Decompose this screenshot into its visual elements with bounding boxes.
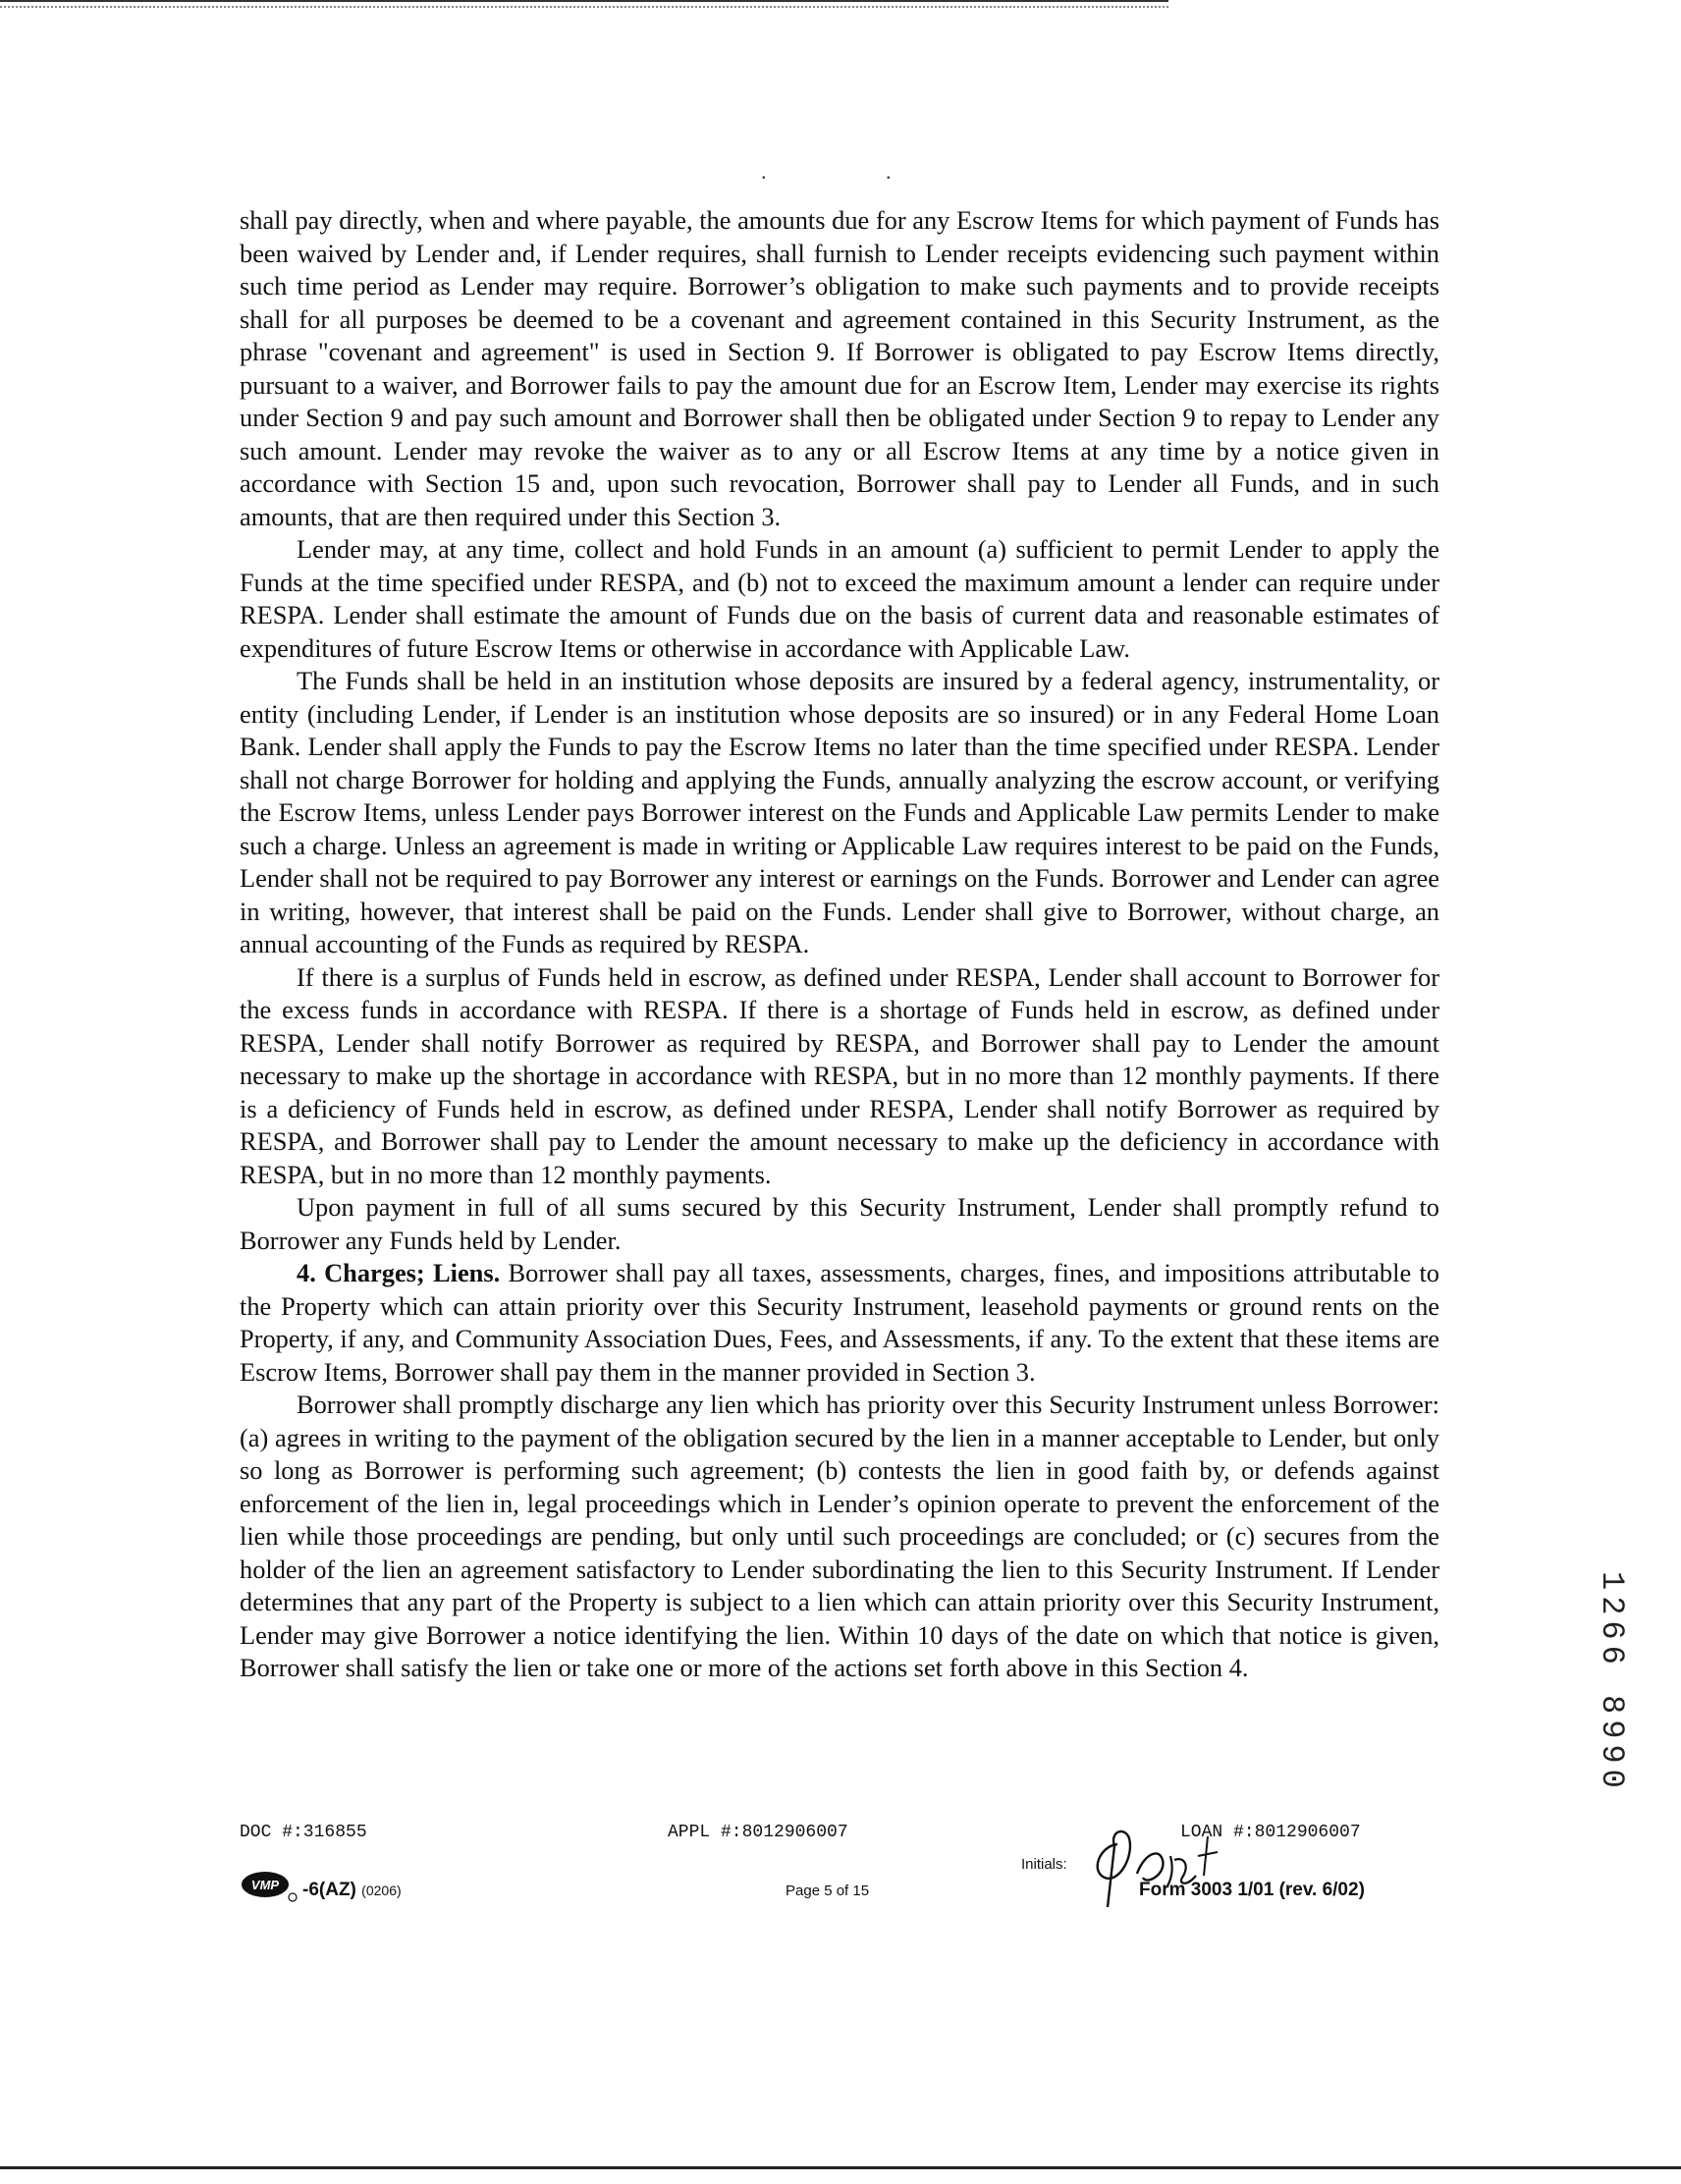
loan-number: LOAN #:8012906007 bbox=[1180, 1823, 1361, 1842]
scan-top-border bbox=[0, 0, 1168, 2]
paragraph-refund: Upon payment in full of all sums secured by this Security Instrument, Lender shall promptly refund to Borrower any Funds held by Lender. bbox=[240, 1192, 1439, 1255]
form-code-label: -6(AZ) bbox=[302, 1880, 356, 1900]
doc-number: DOC #:316855 bbox=[240, 1823, 367, 1842]
scan-top-dashed-line bbox=[0, 6, 1168, 8]
scan-bottom-border bbox=[0, 2166, 1681, 2169]
header-marks: . . bbox=[761, 159, 949, 184]
vmp-logo bbox=[240, 1868, 300, 1903]
paragraph-escrow-waiver: shall pay directly, when and where payable, the amounts due for any Escrow Items for which payment of Funds has been waived by Lender and, if Lender requires, shall furnish to Lender receipts evidencing such payment within such time period as Lender may require. Borrower’s obligation to make such payments and to provide receipts shall for all purposes be deemed to be a covenant and agreement contained in this Security Instrument, as the phrase "covenant and agreement" is used in Section 9. If Borrower is obligated to pay Escrow Items directly, pursuant to a waiver, and Borrower fails to pay the amount due for an Escrow Item, Lender may exercise its rights under Section 9 and pay such amount and Borrower shall then be obligated under Section 9 to repay to Lender any such amount. Lender may revoke the waiver as to any or all Escrow Items at any time by a notice given in accordance with Section 15 and, upon such revocation, Borrower shall pay to Lender all Funds, and in such amounts, that are then required under this Section 3. bbox=[240, 205, 1439, 531]
section-4-text: Borrower shall pay all taxes, assessments, charges, fines, and impositions attributable to the Property which can attain priority over this Security Instrument, leasehold payments or ground rents on the Property, if any, and Community Association Dues, Fees, and Assessments, if any. To the extent that these items are Escrow Items, Borrower shall pay them in the manner provided in Section 3. bbox=[240, 1258, 1440, 1387]
margin-stamp-number: 1266 8990 bbox=[1594, 1571, 1630, 1794]
paragraph-discharge-lien: Borrower shall promptly discharge any lien which has priority over this Security Instrument unless Borrower: (a) agrees in writing to the payment of the obligation secured by the lien in a manner acceptable to Lender, but only so long as Borrower is performing such agreement; (b) contests the lien in good faith by, or defends against enforcement of the lien in, legal proceedings which in Lender’s opinion operate to prevent the enforcement of the lien while those proceedings are pending, but only until such proceedings are concluded; or (c) secures from the holder of the lien an agreement satisfactory to Lender subordinating the lien to this Security Instrument. If Lender determines that any part of the Property is subject to a lien which can attain priority over this Security Instrument, Lender may give Borrower a notice identifying the lien. Within 10 days of the date on which that notice is given, Borrower shall satisfy the lien or take one or more of the actions set forth above in this Section 4. bbox=[240, 1390, 1439, 1682]
form-code bbox=[302, 1880, 402, 1901]
paragraph-funds-held: The Funds shall be held in an institution whose deposits are insured by a federal agency, instrumentality, or entity (including Lender, if Lender is an institution whose deposits are so insured) or in any Federal Home Loan Bank. Lender shall apply the Funds to pay the Escrow Items no later than the time specified under RESPA. Lender shall not charge Borrower for holding and applying the Funds, annually analyzing the escrow account, or verifying the Escrow Items, unless Lender pays Borrower interest on the Funds and Applicable Law permits Lender to make such a charge. Unless an agreement is made in writing or Applicable Law requires interest to be paid on the Funds, Lender shall not be required to pay Borrower any interest or earnings on the Funds. Borrower and Lender can agree in writing, however, that interest shall be paid on the Funds. Lender shall give to Borrower, without charge, an annual accounting of the Funds as required by RESPA. bbox=[240, 666, 1439, 958]
margin-stamp bbox=[1591, 1571, 1650, 1905]
vmp-logo-text: VMP bbox=[250, 1878, 280, 1892]
document-body bbox=[240, 204, 1439, 1685]
paragraph-surplus: If there is a surplus of Funds held in escrow, as defined under RESPA, Lender shall account to Borrower for the excess funds in accordance with RESPA. If there is a shortage of Funds held in escrow, as defined under RESPA, Lender shall notify Borrower as required by RESPA, and Borrower shall pay to Lender the amount necessary to make up the shortage in accordance with RESPA, but in no more than 12 monthly payments. If there is a deficiency of Funds held in escrow, as defined under RESPA, Lender shall notify Borrower as required by RESPA, and Borrower shall pay to Lender the amount necessary to make up the deficiency in accordance with RESPA, but in no more than 12 monthly payments. bbox=[240, 961, 1439, 1189]
paragraph-collect-funds: Lender may, at any time, collect and hold Funds in an amount (a) sufficient to permit Lender to apply the Funds at the time specified under RESPA, and (b) not to exceed the maximum amount a lender can require under RESPA. Lender shall estimate the amount of Funds due on the basis of current data and reasonable estimates of expenditures of future Escrow Items or otherwise in accordance with Applicable Law. bbox=[240, 534, 1439, 663]
form-name: Form 3003 1/01 (rev. 6/02) bbox=[1139, 1880, 1365, 1900]
page-number: Page 5 of 15 bbox=[786, 1883, 870, 1899]
appl-number: APPL #:8012906007 bbox=[668, 1823, 848, 1842]
initials-label: Initials: bbox=[1021, 1856, 1067, 1873]
paragraph-section-4 bbox=[240, 1257, 1439, 1389]
form-code-date: (0206) bbox=[361, 1883, 402, 1898]
section-4-heading: 4. Charges; Liens. bbox=[297, 1258, 501, 1287]
initials-signature bbox=[1060, 1817, 1247, 1925]
